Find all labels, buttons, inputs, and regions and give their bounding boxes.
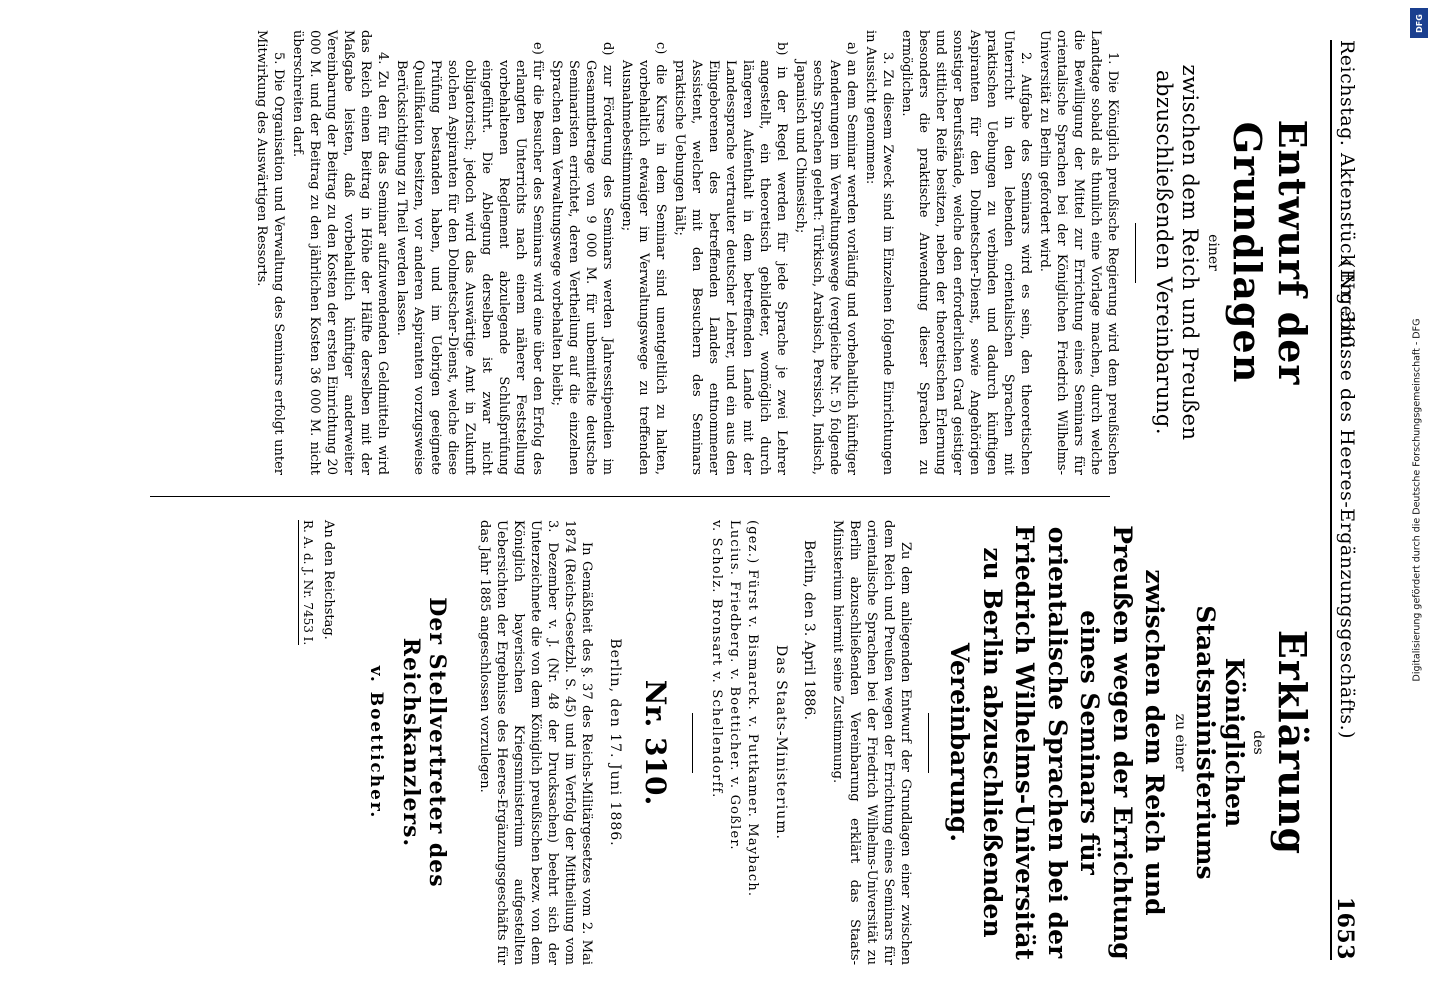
title-rule	[928, 713, 929, 773]
signatory-title: Der Stellvertreter des Reichskanzlers.	[398, 597, 450, 888]
list-item: e) für die Besucher des Seminars wird eine über den Erfolg des erlangten Unterrichts nach einem näherer Feststellung vorbehaltenen Reglement abzulegende Schlußprüfung eingeführt. Die Ablegung derselben ist zwar nicht obligatorisch; jedoch wird das Auswärtige Amt in Zukunft solchen Aspiranten für den Dolmetscher-Dienst, welche diese Prüfung bestanden haben, und im Uebrigen geeignete Qualifikation besitzen, vor anderen Aspiranten vorzugsweise Berücksichtigung zu Theil werden lassen.	[394, 42, 546, 475]
header-rule	[1330, 40, 1332, 960]
place-date-2: Berlin, den 17. Juni 1886.	[607, 638, 623, 847]
digitization-note	[1405, 8, 1429, 992]
right-title-mid: Königlichen Staatsministeriums	[1191, 605, 1249, 880]
page-number: 1653	[1332, 896, 1358, 960]
dfg-logo-icon	[1410, 8, 1428, 38]
paragraph: 3. Zu diesem Zweck sind im Einzelnen folgende Einrichtungen in Aussicht genommen:	[863, 30, 896, 475]
paragraph: 4. Zu den für das Seminar aufzuwendenden Geldmitteln wird das Reich einen Beitrag in Höhe der Hälfte derselben mit der Maßgabe leisten, daß vorbehaltlich künftiger anderweiter Vereinbarung der Beitrag zu den Kosten der ersten Einrichtung 20 000 M. und der Beitrag zu den jährlichen Kosten 36 000 M. nicht überschreiten darf.	[290, 30, 391, 475]
list-item: c) die Kurse in dem Seminar sind unentgeltlich zu halten, vorbehaltlich etwaiger im Verwaltungswege zu treffenden Ausnahmebestimmungen;	[619, 42, 669, 475]
signature-line: Lucius. Friedberg. v. Boetticher. v. Goßler.	[727, 520, 742, 851]
left-title-small: einer	[1205, 234, 1221, 271]
right-title: Erklärung	[1270, 629, 1315, 856]
ministry-line: Das Staats-Ministerium.	[773, 645, 789, 840]
document-number: Nr. 310.	[639, 679, 672, 806]
right-column	[298, 520, 1315, 965]
column-divider	[150, 496, 1110, 497]
paragraph: 1. Die Königlich preußische Regierung wird dem preußischen Landtage sobald als thunlich eine Vorlage machen, durch welche die Bewilligung der Mittel zur Errichtung eines Seminars für orientalische Sprachen bei der Königlichen Friedrich Wilhelms-Universität zu Berlin gefordert wird.	[1037, 30, 1121, 475]
header-left: Reichstag. Aktenstück Nr. 310.	[1336, 40, 1358, 355]
left-column	[252, 30, 1316, 475]
signature-line: (gez.) Fürst v. Bismarck. v. Puttkamer. Maybach.	[745, 520, 760, 898]
list-item: d) zur Förderung des Seminars werden Jahresstipendien im Gesammtbetrage von 9 000 M. für unbemittelte deutsche Seminaristen errichtet, deren Vertheilung auf die einzelnen Sprachen dem Verwaltungswege vorbehalten bleibt;	[549, 42, 616, 475]
dfg-logo-text: DFG	[1414, 13, 1424, 33]
right-title-small-2: zu einer	[1172, 713, 1189, 772]
right-title-small-1: des	[1250, 730, 1266, 755]
place-date: Berlin, den 3. April 1886.	[801, 540, 817, 720]
paragraph: 5. Die Organisation und Verwaltung des Seminars erfolgt unter Mitwirkung des Auswärtigen Ressorts.	[254, 30, 287, 475]
paragraph: 2. Aufgabe des Seminars wird es sein, den theoretischen Unterricht in den lebenden orientalischen Sprachen mit praktischen Uebungen zu verbinden und dadurch künftigen Aspiranten für den Dolmetscher-Dienst, sowie Angehörigen sonstiger Berufsstände, welche den erforderlichen Grad geistiger und sittlicher Reife besitzen, neben der theoretischen Erlernung besonders die praktische Anwendung dieser Sprachen zu ermöglichen.	[899, 30, 1034, 475]
header-center: (Ergebnisse des Heeres-Ergänzungsgeschäfts.)	[1336, 260, 1358, 740]
list-item: a) an dem Seminar werden vorläufig und vorbehaltlich künftiger Aenderungen im Verwaltungswege (vergleiche Nr. 5) folgende sechs Sprachen gelehrt: Türkisch, Arabisch, Persisch, Indisch, Japanisch und Chinesisch;	[793, 42, 860, 475]
list-item: b) in der Regel werden für jede Sprache je zwei Lehrer angestellt, ein theoretisch gebildeter, womöglich durch längeren Aufenthalt in dem betreffenden Lande mit der Landessprache vertrauter deutscher Lehrer, und ein aus den Eingeborenen des betreffenden Landes entnommener Assistent, welcher mit den Besuchern des Seminars praktische Uebungen hält;	[672, 42, 790, 475]
signatory-name: v. Boetticher.	[366, 665, 386, 820]
document-page	[10, 0, 1410, 1000]
digitization-note-text: Digitalisierung gefördert durch die Deutsche Forschungsgemeinschaft - DFG	[1411, 318, 1423, 682]
left-title-sub: zwischen dem Reich und Preußen abzuschließenden Vereinbarung.	[1151, 64, 1202, 441]
declaration-paragraph: Zu dem anliegenden Entwurf der Grundlagen einer zwischen dem Reich und Preußen wegen der Errichtung eines Seminars für orientalische Sprachen bei der Friedrich Wilhelms-Universität zu Berlin abzuschließenden Vereinbarung erklärt das Staats-Ministerium hiermit seine Zustimmung.	[830, 520, 913, 965]
addressee: An den Reichstag.	[321, 520, 336, 640]
cover-paragraph: In Gemäßheit des §. 37 des Reichs-Militärgesetzes vom 2. Mai 1874 (Reichs-Gesetzbl. S. 45) und im Verfolg der Mittheilung vom 3. Dezember v. J. (Nr. 48 der Drucksachen) beehrt sich der Unterzeichnete die von dem Königlich preußischen bezw. von dem Königlich bayerischen Kriegsministerium aufgestellten Uebersichten der Ergebnisse des Heeres-Ergänzungsgeschäfts für das Jahr 1885 angeschlossen vorzulegen.	[477, 520, 594, 965]
left-title: Entwurf der Grundlagen	[1225, 119, 1315, 386]
signature-line: v. Scholz. Bronsart v. Schellendorff.	[709, 520, 724, 799]
right-title-sub: zwischen dem Reich und Preußen wegen der Errichtung eines Seminars für orientalische Sprachen bei der Friedrich Wilhelms-Universität zu Berlin abzuschließenden Vereinbarung.	[945, 524, 1170, 961]
section-rule	[692, 713, 693, 773]
title-rule	[1136, 223, 1137, 283]
reference-number: R. A. d. J. Nr. 7453 I.	[298, 520, 315, 645]
